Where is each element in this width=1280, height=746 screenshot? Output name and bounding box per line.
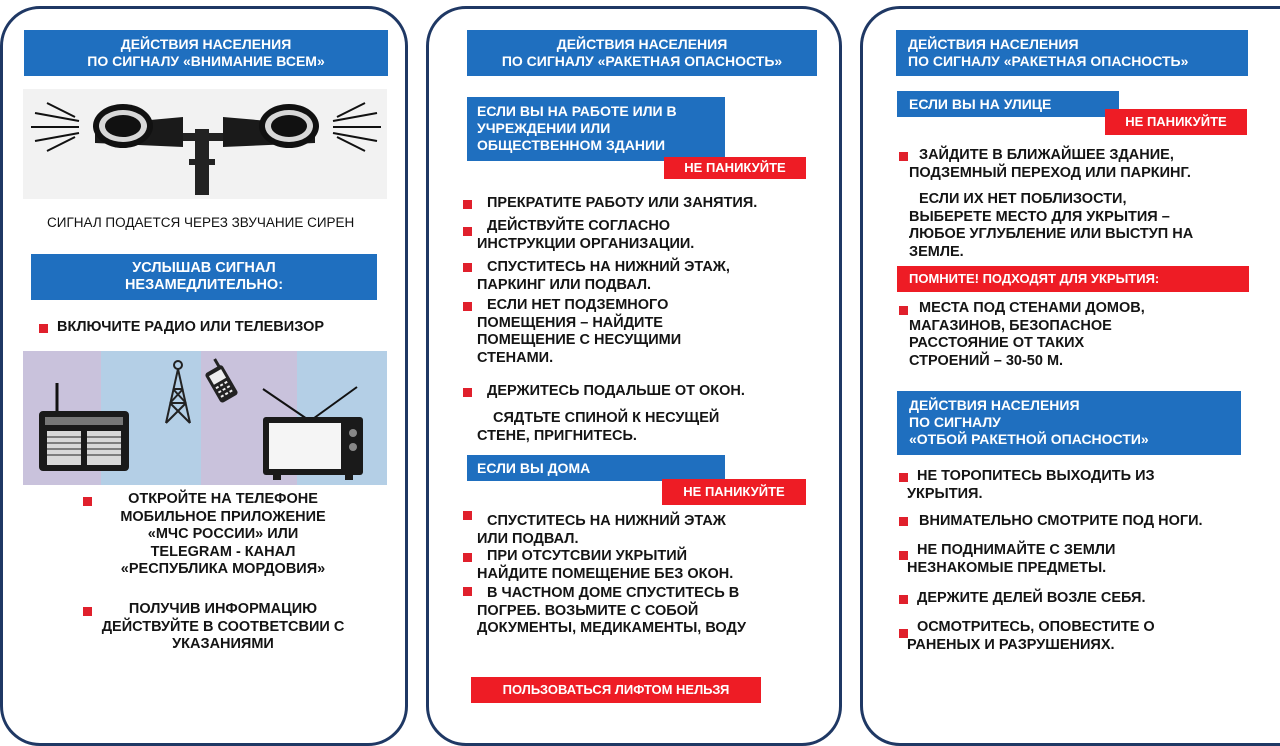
remember-banner: ПОМНИТЕ! ПОДХОДЯТ ДЛЯ УКРЫТИЯ:	[897, 266, 1249, 292]
bullet-square	[463, 227, 472, 236]
bullet-square	[899, 306, 908, 315]
home-item-3: В ЧАСТНОМ ДОМЕ СПУСТИТЕСЬ В ПОГРЕБ. ВОЗЬМИТЕ С СОБОЙ ДОКУМЕНТЫ, МЕДИКАМЕНТЫ, ВОДУ	[477, 585, 747, 636]
home-item-2: ПРИ ОТСУТСВИИ УКРЫТИЙ НАЙДИТЕ ПОМЕЩЕНИЕ БЕЗ ОКОН.	[477, 548, 734, 582]
allclear-item-4: ДЕРЖИТЕ ДЕЛЕЙ ВОЗЛЕ СЕБЯ.	[917, 590, 1146, 606]
panel-missile-danger-outdoor	[860, 6, 1280, 746]
allclear-item-5: ОСМОТРИТЕСЬ, ОПОВЕСТИТЕ О РАНЕНЫХ И РАЗРУШЕНИЯХ.	[907, 619, 1155, 653]
bullet-square	[39, 324, 48, 333]
bullet-square	[463, 200, 472, 209]
siren-caption: СИГНАЛ ПОДАЕТСЯ ЧЕРЕЗ ЗВУЧАНИЕ СИРЕН	[47, 215, 355, 230]
radio-icon	[39, 383, 129, 471]
item-follow-info: ПОЛУЧИВ ИНФОРМАЦИЮ ДЕЙСТВУЙТЕ В СООТВЕТСВИИ С УКАЗАНИЯМИ	[101, 601, 345, 652]
siren-icon	[23, 89, 387, 199]
work-item-1: ПРЕКРАТИТЕ РАБОТУ ИЛИ ЗАНЯТИЯ.	[487, 195, 758, 211]
item-open-app: ОТКРОЙТЕ НА ТЕЛЕФОНЕ МОБИЛЬНОЕ ПРИЛОЖЕНИЕ «МЧС РОССИИ» ИЛИ TELEGRAM - КАНАЛ «РЕСПУБЛИКА МОРДОВИЯ»	[120, 491, 326, 577]
bullet-square	[463, 587, 472, 596]
allclear-item-1: НЕ ТОРОПИТЕСЬ ВЫХОДИТЬ ИЗ УКРЫТИЯ.	[907, 468, 1155, 502]
bullet-square	[899, 517, 908, 526]
item-enter-building: ЗАЙДИТЕ В БЛИЖАЙШЕЕ ЗДАНИЕ, ПОДЗЕМНЫЙ ПЕРЕХОД ИЛИ ПАРКИНГ.	[909, 147, 1191, 181]
on-street-box: ЕСЛИ ВЫ НА УЛИЦЕ	[897, 91, 1119, 117]
devices-illustration	[23, 351, 387, 485]
bullet-square	[463, 388, 472, 397]
at-home-box: ЕСЛИ ВЫ ДОМА	[467, 455, 725, 481]
hearing-signal-box: УСЛЫШАВ СИГНАЛ НЕЗАМЕДЛИТЕЛЬНО:	[31, 254, 377, 300]
radio-tower-icon	[166, 361, 190, 423]
work-item-3: СПУСТИТЕСЬ НА НИЖНИЙ ЭТАЖ, ПАРКИНГ ИЛИ ПОДВАЛ.	[477, 259, 730, 293]
work-item-2: ДЕЙСТВУЙТЕ СОГЛАСНО ИНСТРУКЦИИ ОРГАНИЗАЦИИ.	[477, 218, 695, 252]
bullet-square	[899, 152, 908, 161]
mobile-phone-icon	[200, 357, 238, 403]
work-item-4: ЕСЛИ НЕТ ПОДЗЕМНОГО ПОМЕЩЕНИЯ – НАЙДИТЕ ПОМЕЩЕНИЕ С НЕСУЩИМИ СТЕНАМИ.	[477, 297, 682, 366]
item-turn-on-radio: ВКЛЮЧИТЕ РАДИО ИЛИ ТЕЛЕВИЗОР	[57, 319, 325, 335]
panel-missile-danger-indoor	[426, 6, 842, 746]
col3-header: ДЕЙСТВИЯ НАСЕЛЕНИЯ ПО СИГНАЛУ «РАКЕТНАЯ ОПАСНОСТЬ»	[896, 30, 1248, 76]
bullet-square	[463, 553, 472, 562]
siren-illustration	[23, 89, 387, 199]
item-shelter-places: МЕСТА ПОД СТЕНАМИ ДОМОВ, МАГАЗИНОВ, БЕЗОПАСНОЕ РАССТОЯНИЕ ОТ ТАКИХ СТРОЕНИЙ – 30-50 М.	[909, 300, 1145, 369]
home-item-1: СПУСТИТЕСЬ НА НИЖНИЙ ЭТАЖ ИЛИ ПОДВАЛ.	[477, 513, 726, 547]
allclear-item-3: НЕ ПОДНИМАЙТЕ С ЗЕМЛИ НЕЗНАКОМЫЕ ПРЕДМЕТЫ.	[907, 542, 1116, 576]
all-clear-box: ДЕЙСТВИЯ НАСЕЛЕНИЯ ПО СИГНАЛУ «ОТБОЙ РАКЕТНОЙ ОПАСНОСТИ»	[897, 391, 1241, 455]
television-icon	[263, 387, 363, 480]
panel-attention-all	[0, 6, 408, 746]
no-elevator-warning: ПОЛЬЗОВАТЬСЯ ЛИФТОМ НЕЛЬЗЯ	[471, 677, 761, 703]
at-work-box: ЕСЛИ ВЫ НА РАБОТЕ ИЛИ В УЧРЕЖДЕНИИ ИЛИ ОБЩЕСТВЕННОМ ЗДАНИИ	[467, 97, 725, 161]
bullet-square	[899, 595, 908, 604]
bullet-square	[463, 263, 472, 272]
work-item-5: ДЕРЖИТЕСЬ ПОДАЛЬШЕ ОТ ОКОН.	[487, 383, 745, 399]
col1-header: ДЕЙСТВИЯ НАСЕЛЕНИЯ ПО СИГНАЛУ «ВНИМАНИЕ ВСЕМ»	[24, 30, 388, 76]
col2-header: ДЕЙСТВИЯ НАСЕЛЕНИЯ ПО СИГНАЛУ «РАКЕТНАЯ ОПАСНОСТЬ»	[467, 30, 817, 76]
allclear-item-2: ВНИМАТЕЛЬНО СМОТРИТЕ ПОД НОГИ.	[919, 513, 1203, 529]
sit-by-wall-text: СЯДТЬТЕ СПИНОЙ К НЕСУЩЕЙ СТЕНЕ, ПРИГНИТЕСЬ.	[477, 410, 720, 444]
no-panic-label-home: НЕ ПАНИКУЙТЕ	[662, 479, 806, 505]
bullet-square	[463, 302, 472, 311]
no-panic-label-work: НЕ ПАНИКУЙТЕ	[664, 157, 806, 179]
if-none-nearby: ЕСЛИ ИХ НЕТ ПОБЛИЗОСТИ, ВЫБЕРЕТЕ МЕСТО ДЛЯ УКРЫТИЯ – ЛЮБОЕ УГЛУБЛЕНИЕ ИЛИ ВЫСТУП НА ЗЕМЛЕ.	[909, 191, 1194, 260]
bullet-square	[463, 511, 472, 520]
no-panic-label-street: НЕ ПАНИКУЙТЕ	[1105, 109, 1247, 135]
